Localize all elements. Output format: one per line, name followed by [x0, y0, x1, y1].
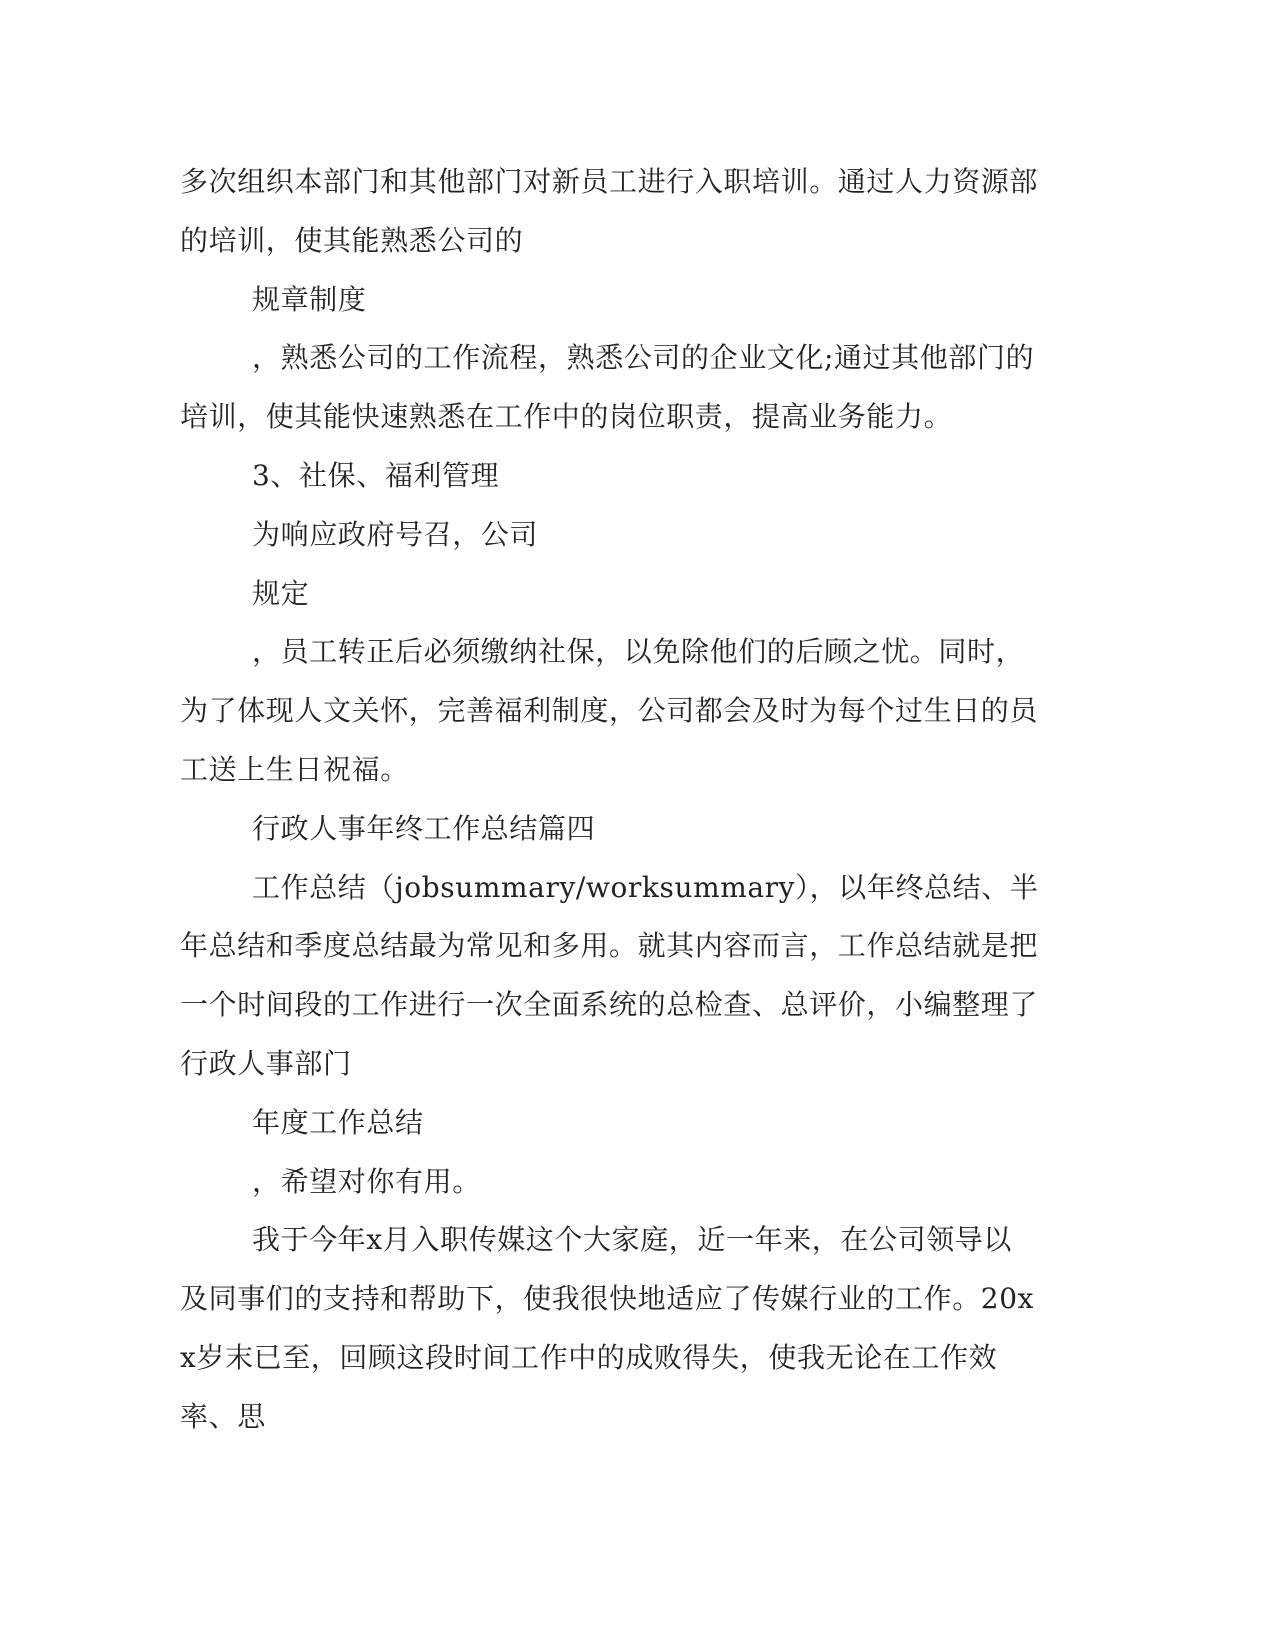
document-body	[180, 153, 1040, 1447]
paragraph-1: 多次组织本部门和其他部门对新员工进行入职培训。通过人力资源部的培训，使其能熟悉公司的	[180, 165, 1039, 257]
paragraph-6: 规定	[252, 576, 310, 610]
article-title-part-4: 行政人事年终工作总结篇四	[252, 811, 596, 845]
paragraph-2: 规章制度	[252, 282, 367, 316]
section-heading-3: 3、社保、福利管理	[252, 458, 500, 492]
paragraph-12: 我于今年x月入职传媒这个大家庭，近一年来，在公司领导以及同事们的支持和帮助下，使我很快地适应了传媒行业的工作。20xx岁末已至，回顾这段时间工作中的成败得失，使我无论在工作效率、思	[180, 1223, 1035, 1433]
paragraph-9: 工作总结（jobsummary/worksummary），以年终总结、半年总结和季度总结最为常见和多用。就其内容而言，工作总结就是把一个时间段的工作进行一次全面系统的总检查、总评价，小编整理了行政人事部门	[180, 870, 1039, 1080]
paragraph-11: ，希望对你有用。	[252, 1164, 481, 1198]
paragraph-3: ，熟悉公司的工作流程，熟悉公司的企业文化;通过其他部门的培训，使其能快速熟悉在工作中的岗位职责，提高业务能力。	[180, 341, 1035, 434]
paragraph-10: 年度工作总结	[252, 1105, 424, 1139]
paragraph-7: ，员工转正后必须缴纳社保，以免除他们的后顾之忧。同时，为了体现人文关怀，完善福利制度，公司都会及时为每个过生日的员工送上生日祝福。	[180, 635, 1039, 786]
paragraph-5: 为响应政府号召，公司	[252, 517, 539, 551]
